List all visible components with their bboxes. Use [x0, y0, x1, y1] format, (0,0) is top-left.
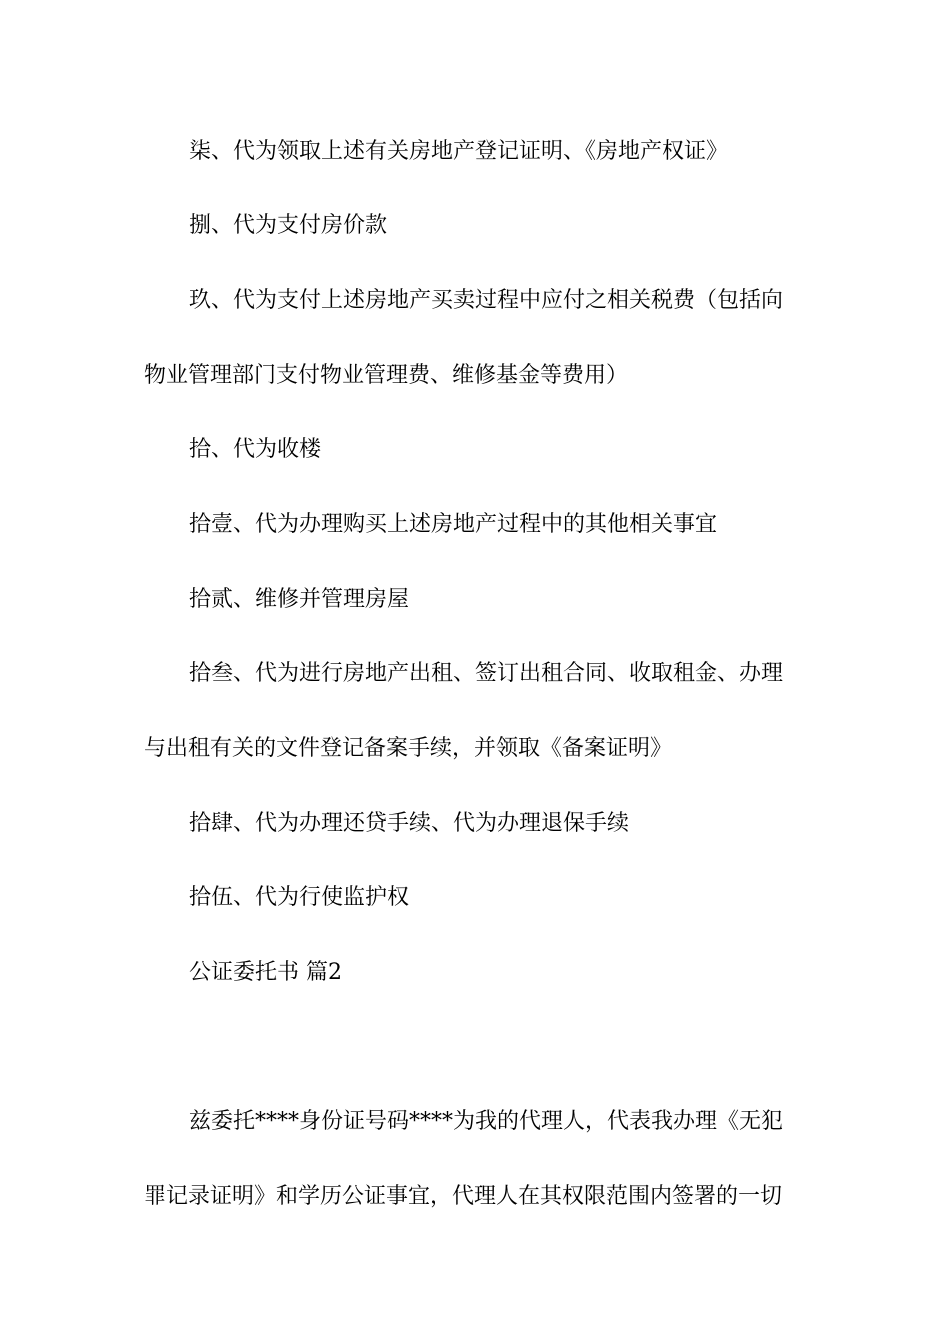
text-line: 柒、代为领取上述有关房地产登记证明、《房地产权证》 — [189, 139, 729, 164]
text-line: 玖、代为支付上述房地产买卖过程中应付之相关税费（包括向 — [189, 288, 784, 313]
text-line: 拾、代为收楼 — [189, 437, 322, 462]
text-line: 物业管理部门支付物业管理费、维修基金等费用） — [144, 363, 629, 388]
text-line: 拾肆、代为办理还贷手续、代为办理退保手续 — [189, 811, 630, 836]
text-line: 兹委托****身份证号码****为我的代理人，代表我办理《无犯 — [189, 1109, 784, 1134]
text-line: 拾叁、代为进行房地产出租、签订出租合同、收取租金、办理 — [189, 661, 784, 686]
text-line: 罪记录证明》和学历公证事宜，代理人在其权限范围内签署的一切 — [144, 1184, 783, 1209]
text-line: 与出租有关的文件登记备案手续，并领取《备案证明》 — [144, 736, 673, 761]
text-line: 拾贰、维修并管理房屋 — [189, 587, 410, 612]
text-line: 拾伍、代为行使监护权 — [189, 885, 410, 910]
section-heading: 公证委托书 篇2 — [189, 960, 342, 985]
text-line: 拾壹、代为办理购买上述房地产过程中的其他相关事宜 — [189, 512, 718, 537]
text-line: 捌、代为支付房价款 — [189, 213, 388, 238]
